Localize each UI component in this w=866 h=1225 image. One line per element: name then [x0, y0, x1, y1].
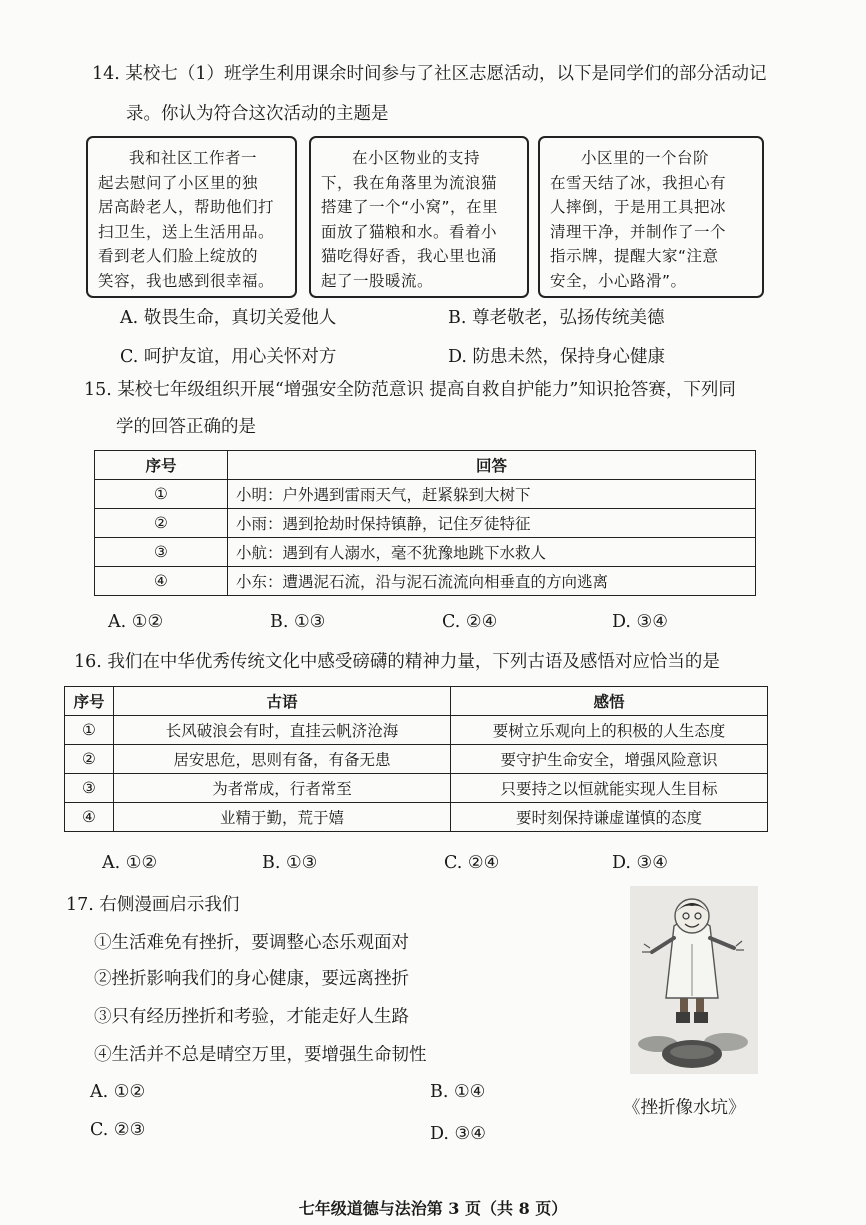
q14-option-d[interactable]: D. 防患未然，保持身心健康	[448, 347, 666, 367]
row-answer: 小东：遭遇泥石流，沿与泥石流流向相垂直的方向逃离	[228, 567, 756, 596]
row-answer: 小航：遇到有人溺水，毫不犹豫地跳下水救人	[228, 538, 756, 567]
q16-header-saying: 古语	[114, 687, 451, 716]
row-saying: 长风破浪会有时，直挂云帆济沧海	[114, 716, 451, 745]
q15-option-d[interactable]: D. ③④	[612, 612, 668, 632]
q17-statement-1: ①生活难免有挫折，要调整心态乐观面对	[94, 933, 409, 953]
table-row	[95, 480, 756, 509]
table-row	[65, 716, 768, 745]
q15-option-c[interactable]: C. ②④	[442, 612, 498, 632]
page-footer: 七年级道德与法治第 3 页（共 8 页）	[298, 1199, 568, 1218]
record-line: 猫吃得好香，我心里也涌	[321, 247, 498, 265]
q16-header-insight: 感悟	[451, 687, 768, 716]
q17-option-d[interactable]: D. ③④	[430, 1124, 486, 1144]
q17-option-b[interactable]: B. ①④	[430, 1082, 486, 1102]
q14-option-c[interactable]: C. 呵护友谊，用心关怀对方	[120, 347, 337, 367]
row-saying: 居安思危，思则有备，有备无患	[114, 745, 451, 774]
record-line: 在小区物业的支持	[352, 149, 481, 167]
record-line: 笑容，我也感到很幸福。	[98, 271, 275, 290]
q14-option-a[interactable]: A. 敬畏生命，真切关爱他人	[120, 308, 337, 328]
q17-statement-2: ②挫折影响我们的身心健康，要远离挫折	[94, 969, 409, 989]
q16-option-d[interactable]: D. ③④	[612, 853, 668, 873]
record-line: 居高龄老人，帮助他们打	[98, 198, 275, 216]
row-saying: 为者常成，行者常至	[114, 774, 451, 803]
table-row	[65, 745, 768, 774]
row-number: ②	[95, 509, 228, 538]
record-line: 在雪天结了冰，我担心有	[550, 173, 727, 192]
row-number: ③	[65, 774, 114, 803]
record-line: 安全，小心路滑”。	[550, 271, 687, 290]
record-line: 扫卫生，送上生活用品。	[98, 222, 275, 241]
record-line: 看到老人们脸上绽放的	[98, 247, 259, 265]
row-answer: 小雨：遇到抢劫时保持镇静，记住歹徒特征	[228, 509, 756, 538]
row-number: ④	[65, 803, 114, 832]
table-row	[95, 509, 756, 538]
row-number: ①	[65, 716, 114, 745]
q17-stem: 17. 右侧漫画启示我们	[66, 895, 240, 915]
q16-stem: 16. 我们在中华优秀传统文化中感受磅礴的精神力量，下列古语及感悟对应恰当的是	[74, 652, 720, 672]
table-row	[95, 567, 756, 596]
record-line: 起了一股暖流。	[321, 271, 434, 290]
q17-statement-4: ④生活并不总是晴空万里，要增强生命韧性	[94, 1045, 427, 1065]
q15-header-answer: 回答	[228, 451, 756, 480]
record-line: 面放了猫粮和水。看着小	[321, 222, 498, 241]
q14-stem-line1: 14. 某校七（1）班学生利用课余时间参与了社区志愿活动，以下是同学们的部分活动记	[92, 64, 767, 84]
q17-option-c[interactable]: C. ②③	[90, 1120, 146, 1140]
table-row	[65, 774, 768, 803]
q14-stem-line2: 录。你认为符合这次活动的主题是	[126, 104, 389, 124]
q17-option-a[interactable]: A. ①②	[90, 1082, 146, 1102]
q15-table	[94, 450, 756, 596]
cartoon-illustration	[630, 886, 758, 1074]
q15-stem-line1: 15. 某校七年级组织开展“增强安全防范意识 提高自救自护能力”知识抢答赛，下列同	[84, 380, 736, 400]
row-insight: 要树立乐观向上的积极的人生态度	[451, 716, 768, 745]
table-row	[95, 538, 756, 567]
row-number: ①	[95, 480, 228, 509]
q17-statement-3: ③只有经历挫折和考验，才能走好人生路	[94, 1007, 409, 1027]
record-line: 我和社区工作者一	[129, 149, 258, 167]
q16-option-b[interactable]: B. ①③	[262, 853, 318, 873]
q14-option-b[interactable]: B. 尊老敬老，弘扬传统美德	[448, 308, 665, 328]
q14-record-box-1	[86, 136, 297, 298]
q16-option-c[interactable]: C. ②④	[444, 853, 500, 873]
row-insight: 要守护生命安全，增强风险意识	[451, 745, 768, 774]
q14-record-box-2	[309, 136, 529, 298]
cartoon-caption: 《挫折像水坑》	[623, 1098, 746, 1118]
q15-option-b[interactable]: B. ①③	[270, 612, 326, 632]
q15-header-number: 序号	[95, 451, 228, 480]
row-number: ③	[95, 538, 228, 567]
record-line: 起去慰问了小区里的独	[98, 173, 259, 192]
table-row	[65, 803, 768, 832]
record-line: 搭建了一个“小窝”，在里	[321, 198, 499, 216]
q16-header-number: 序号	[65, 687, 114, 716]
row-number: ④	[95, 567, 228, 596]
record-line: 小区里的一个台阶	[581, 149, 710, 167]
row-insight: 要时刻保持谦虚谨慎的态度	[451, 803, 768, 832]
record-line: 人摔倒，于是用工具把冰	[550, 198, 727, 216]
q15-stem-line2: 学的回答正确的是	[116, 417, 256, 437]
row-saying: 业精于勤，荒于嬉	[114, 803, 451, 832]
record-line: 清理干净，并制作了一个	[550, 222, 727, 241]
q15-option-a[interactable]: A. ①②	[108, 612, 164, 632]
q16-option-a[interactable]: A. ①②	[102, 853, 158, 873]
row-insight: 只要持之以恒就能实现人生目标	[451, 774, 768, 803]
record-line: 下，我在角落里为流浪猫	[321, 173, 498, 192]
record-line: 指示牌，提醒大家“注意	[550, 247, 719, 265]
row-answer: 小明：户外遇到雷雨天气，赶紧躲到大树下	[228, 480, 756, 509]
q14-record-box-3	[538, 136, 764, 298]
q16-table	[64, 686, 768, 832]
row-number: ②	[65, 745, 114, 774]
